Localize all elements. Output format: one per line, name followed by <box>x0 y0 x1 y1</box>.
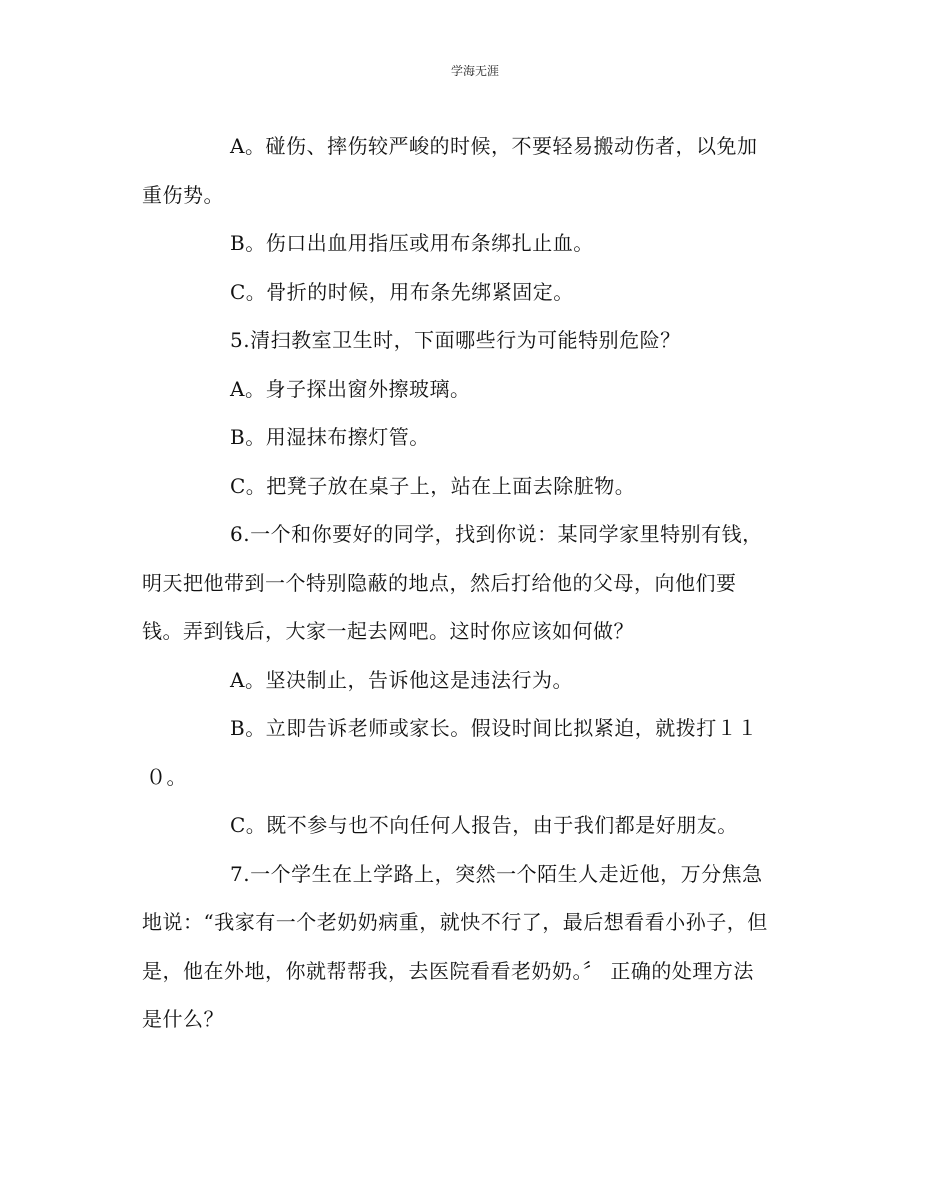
question-6-line-3: 钱。弄到钱后，大家一起去网吧。这时你应该如何做？ <box>142 619 634 643</box>
q6-option-b-line-2: ０。 <box>146 765 187 789</box>
option-a-line-1: A。碰伤、摔伤较严峻的时候，不要轻易搬动伤者，以免加 <box>230 134 758 158</box>
question-5: 5.清扫教室卫生时，下面哪些行为可能特别危险？ <box>230 328 681 352</box>
q5-option-b: B。用湿抹布擦灯管。 <box>230 425 430 449</box>
q6-option-b-line-1: B。立即告诉老师或家长。假设时间比拟紧迫，就拨打１１ <box>230 716 758 740</box>
q5-option-c: C。把凳子放在桌子上，站在上面去除脏物。 <box>230 474 636 498</box>
option-a-line-2: 重伤势。 <box>142 183 224 207</box>
page-header: 学海无涯 <box>450 64 499 78</box>
option-c: C。骨折的时候，用布条先绑紧固定。 <box>230 280 574 304</box>
q6-option-a: A。坚决制止，告诉他这是违法行为。 <box>230 668 573 692</box>
q5-option-a: A。身子探出窗外擦玻璃。 <box>230 377 471 401</box>
q6-option-c: C。既不参与也不向任何人报告，由于我们都是好朋友。 <box>230 813 738 837</box>
question-6-line-1: 6.一个和你要好的同学，找到你说：某同学家里特别有钱， <box>230 522 763 546</box>
option-b: B。伤口出血用指压或用布条绑扎止血。 <box>230 231 594 255</box>
question-7-line-3: 是，他在外地，你就帮帮我，去医院看看老奶奶。〞 正确的处理方法 <box>142 959 754 983</box>
question-7-line-2: 地说：“我家有一个老奶奶病重，就快不行了，最后想看看小孙子，但 <box>142 910 768 934</box>
question-7-line-1: 7.一个学生在上学路上，突然一个陌生人走近他，万分焦急 <box>230 862 763 886</box>
question-7-line-4: 是什么？ <box>142 1007 224 1031</box>
question-6-line-2: 明天把他带到一个特别隐蔽的地点，然后打给他的父母，向他们要 <box>142 571 737 595</box>
